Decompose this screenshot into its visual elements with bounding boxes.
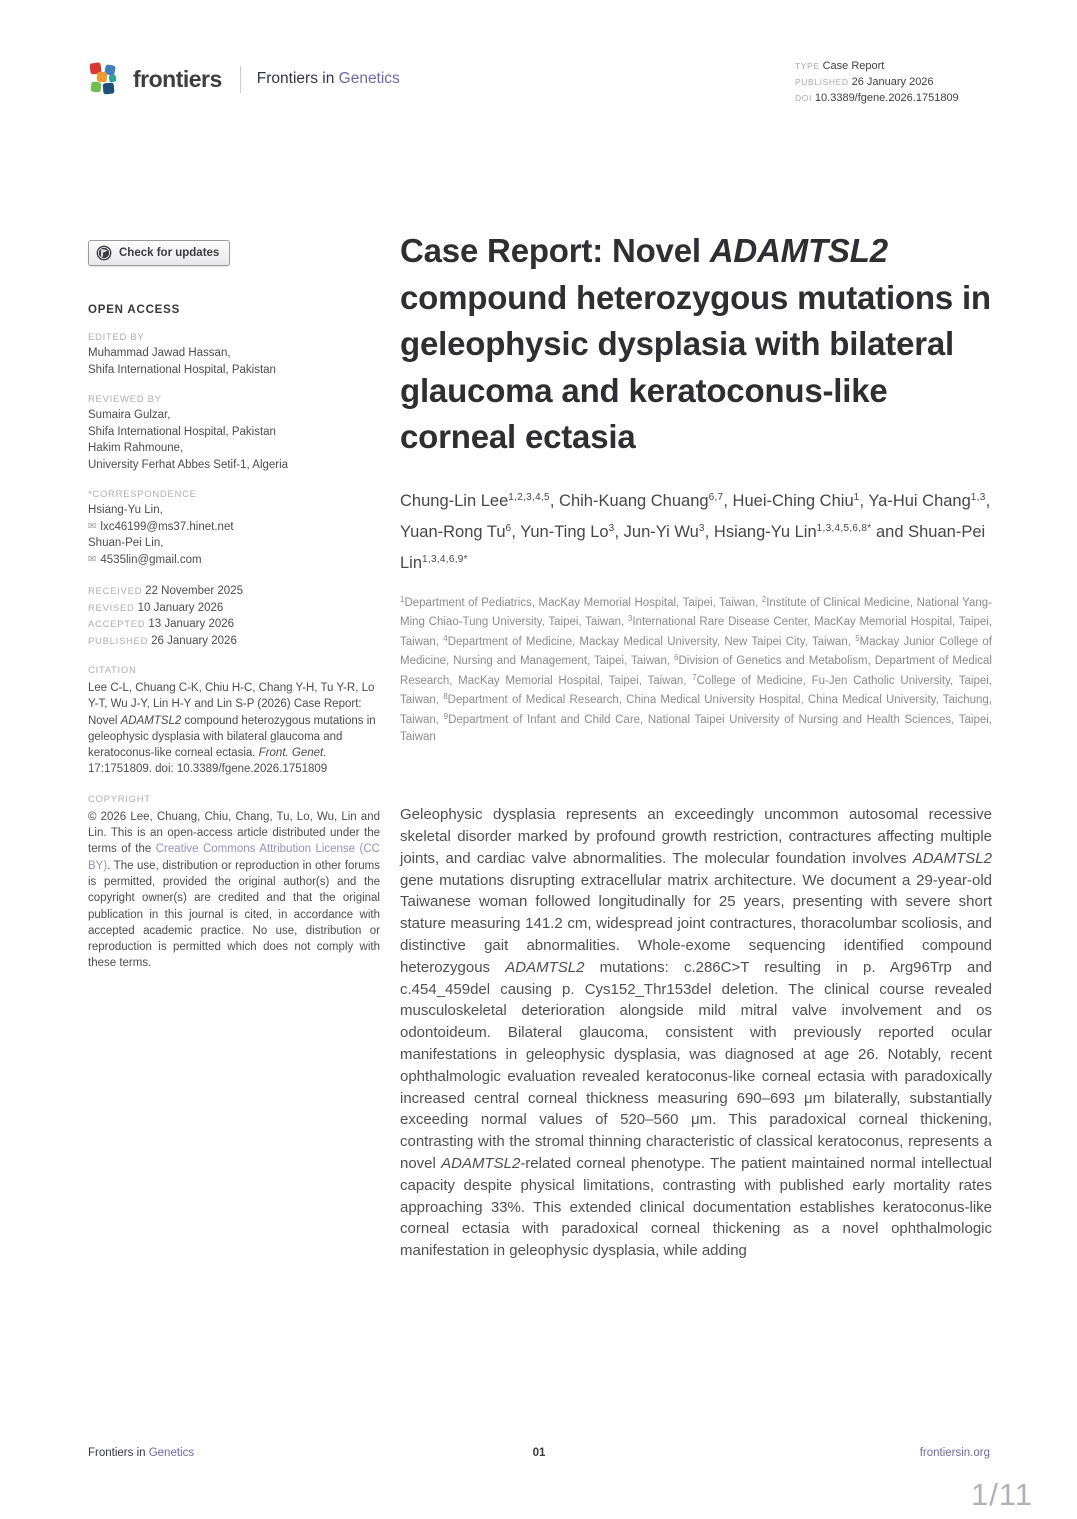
edited-by-affiliation: Shifa International Hospital, Pakistan <box>88 363 276 376</box>
meta-type-value: Case Report <box>822 60 885 72</box>
footer-journal <box>88 1447 389 1459</box>
open-access-badge: OPEN ACCESS <box>88 304 181 316</box>
citation-text: Lee C-L, Chuang C-K, Chiu H-C, Chang Y-H, Tu Y-R, Lo Y-T, Wu J-Y, Lin H-Y and Lin S-P (2026) Case Report: Novel ADAMTSL2 compound heterozygous mutations in geleophysic dysplasia with bilateral glaucoma and keratoconus-like corneal ectasia. Front. Genet. 17:1751809. doi: 10.3389/fgene.2026.1751809 <box>88 682 376 776</box>
reviewer-affiliation: Shifa International Hospital, Pakistan <box>88 425 276 438</box>
correspondence-section <box>88 488 380 568</box>
received-value: 22 November 2025 <box>145 585 243 597</box>
copyright-text: © 2026 Lee, Chuang, Chiu, Chang, Tu, Lo, Wu, Lin and Lin. This is an open-access article distributed under the terms of the Creative Commons Attribution License (CC BY). The use, distribution or reproduction in other forums is permitted, provided the original author(s) and the copyright owner(s) are credited and that the original publication in this journal is cited, in accordance with accepted academic practice. No use, distribution or reproduction is permitted which does not comply with these terms. <box>88 810 380 970</box>
journal-name <box>257 70 400 88</box>
article-meta <box>795 58 959 106</box>
check-for-updates-button[interactable] <box>88 240 230 266</box>
header-divider <box>240 66 241 93</box>
published-date <box>88 633 380 650</box>
reviewed-by-label: REVIEWED BY <box>88 394 162 405</box>
meta-doi <box>795 90 959 106</box>
article-main <box>400 228 992 1262</box>
edited-by-section <box>88 331 380 378</box>
envelope-icon: ✉ <box>88 520 97 532</box>
journal-prefix: Frontiers in <box>256 70 339 87</box>
correspondence-label: *CORRESPONDENCE <box>88 489 197 500</box>
reviewer-name: Sumaira Gulzar, <box>88 409 171 421</box>
correspondent-email[interactable]: 4535lin@gmail.com <box>100 553 202 566</box>
article-title: Case Report: Novel ADAMTSL2 compound heterozygous mutations in geleophysic dysplasia with bilateral glaucoma and keratoconus-like corneal ectasia <box>400 232 991 455</box>
frontiers-logo-icon <box>88 62 124 96</box>
accepted-date <box>88 616 380 633</box>
meta-type-label: TYPE <box>795 61 820 71</box>
reviewed-by-section <box>88 393 380 473</box>
check-for-updates-label: Check for updates <box>119 247 220 259</box>
revised-label: REVISED <box>88 602 135 614</box>
meta-type <box>795 58 959 74</box>
revised-date <box>88 600 380 617</box>
citation-section <box>88 664 380 778</box>
citation-label: CITATION <box>88 665 137 676</box>
viewer-page-indicator: 1/11 <box>970 1477 1033 1512</box>
envelope-icon: ✉ <box>88 553 97 565</box>
footer-site-link[interactable]: frontiersin.org <box>919 1447 991 1459</box>
correspondent-email[interactable]: lxc46199@ms37.hinet.net <box>100 520 234 533</box>
page-footer <box>88 1447 990 1459</box>
author-list: Chung-Lin Lee$^{1,2,3,4,5}$, Chih-Kuang Chuang$^{6,7}$, Huei-Ching Chiu$^1$, Ya-Hui Chang$^{1,3}$, Yuan-Rong Tu$^6$, Yun-Ting Lo$^3$, Jun-Yi Wu$^3$, Hsiang-Yu Lin$^{1,3,4,5,6,8*}$ and Shuan-Pei Lin$^{1,3,4,6,9*}$ <box>400 491 991 572</box>
accepted-label: ACCEPTED <box>88 619 146 630</box>
journal-title: Genetics <box>338 70 400 87</box>
published-value: 26 January 2026 <box>151 634 237 647</box>
edited-by-name: Muhammad Jawad Hassan, <box>88 347 231 359</box>
correspondent-email-row <box>88 552 380 569</box>
sidebar <box>88 240 380 972</box>
copyright-label: COPYRIGHT <box>88 793 151 805</box>
dates-section <box>88 583 380 649</box>
footer-page-number: 01 <box>532 1447 546 1459</box>
journal-header <box>88 62 400 96</box>
received-date <box>88 583 380 600</box>
footer-journal-prefix: Frontiers in <box>88 1447 149 1459</box>
received-label: RECEIVED <box>88 586 143 597</box>
abstract-text: Geleophysic dysplasia represents an exceedingly uncommon autosomal recessive skeletal disorder marked by profound growth restriction, contractures affecting multiple joints, and cardiac valve abnormalities. The molecular foundation involves ADAMTSL2 gene mutations disrupting extracellular matrix architecture. We document a 29-year-old Taiwanese woman followed longitudinally for 25 years, presenting with severe short stature measuring 141.2 cm, widespread joint contractures, thoracolumbar scoliosis, and distinctive gait abnormalities. Whole-exome sequencing identified compound heterozygous ADAMTSL2 mutations: c.286C>T resulting in p. Arg96Trp and c.454_459del causing p. Cys152_Thr153del deletion. The clinical course revealed musculoskeletal deterioration alongside mild mitral valve involvement and os odontoideum. Bilateral glaucoma, consistent with previously reported ocular manifestations in geleophysic dysplasia, was diagnosed at age 26. Notably, recent ophthalmologic evaluation revealed keratoconus-like corneal ectasia with paradoxically increased central corneal thickness measuring 690–693 μm bilaterally, substantially exceeding normal values of 520–560 μm. This paradoxical corneal thickening, contrasting with the stromal thinning characteristic of classical keratoconus, represents a novel ADAMTSL2-related corneal phenotype. The patient maintained normal intellectual capacity despite physical limitations, contrasting with published early mortality rates approaching 33%. This extended clinical documentation establishes keratoconus-like corneal ectasia with paradoxical corneal thickening as a novel ophthalmologic manifestation in geleophysic dysplasia, while adding <box>400 806 992 1260</box>
copyright-section <box>88 793 380 972</box>
correspondent-name: Hsiang-Yu Lin, <box>88 504 163 516</box>
meta-doi-label: DOI <box>795 93 812 103</box>
crossmark-icon <box>96 245 112 261</box>
frontiers-logo-text: frontiers <box>133 65 222 92</box>
meta-doi-value: 10.3389/fgene.2026.1751809 <box>814 92 959 104</box>
edited-by-label: EDITED BY <box>88 332 145 343</box>
meta-published-value: 26 January 2026 <box>851 76 934 88</box>
correspondent-email-row <box>88 519 380 536</box>
published-label: PUBLISHED <box>88 635 149 647</box>
accepted-value: 13 January 2026 <box>148 618 235 630</box>
meta-published <box>795 74 959 90</box>
revised-value: 10 January 2026 <box>137 601 224 614</box>
reviewer-name: Hakim Rahmoune, <box>88 442 184 454</box>
affiliations: $^1$Department of Pediatrics, MacKay Memorial Hospital, Taipei, Taiwan, $^2$Institute of Clinical Medicine, National Yang-Ming Chiao-Tung University, Taipei, Taiwan, $^3$International Rare Disease Center, MacKay Memorial Hospital, Taipei, Taiwan, $^4$Department of Medicine, Mackay Medical University, New Taipei City, Taiwan, $^5$Mackay Junior College of Medicine, Nursing and Management, Taipei, Taiwan, $^6$Division of Genetics and Metabolism, Department of Medical Research, MacKay Memorial Hospital, Taipei, Taiwan, $^7$College of Medicine, Fu-Jen Catholic University, Taipei, Taiwan, $^8$Department of Medical Research, China Medical University Hospital, China Medical University, Taichung, Taiwan, $^9$Department of Infant and Child Care, National Taipei University of Nursing and Health Sciences, Taipei, Taiwan <box>400 594 993 743</box>
correspondent-name: Shuan-Pei Lin, <box>88 537 164 549</box>
footer-journal-name: Genetics <box>148 1447 195 1459</box>
meta-published-label: PUBLISHED <box>795 77 849 87</box>
reviewer-affiliation: University Ferhat Abbes Setif-1, Algeria <box>88 458 289 471</box>
